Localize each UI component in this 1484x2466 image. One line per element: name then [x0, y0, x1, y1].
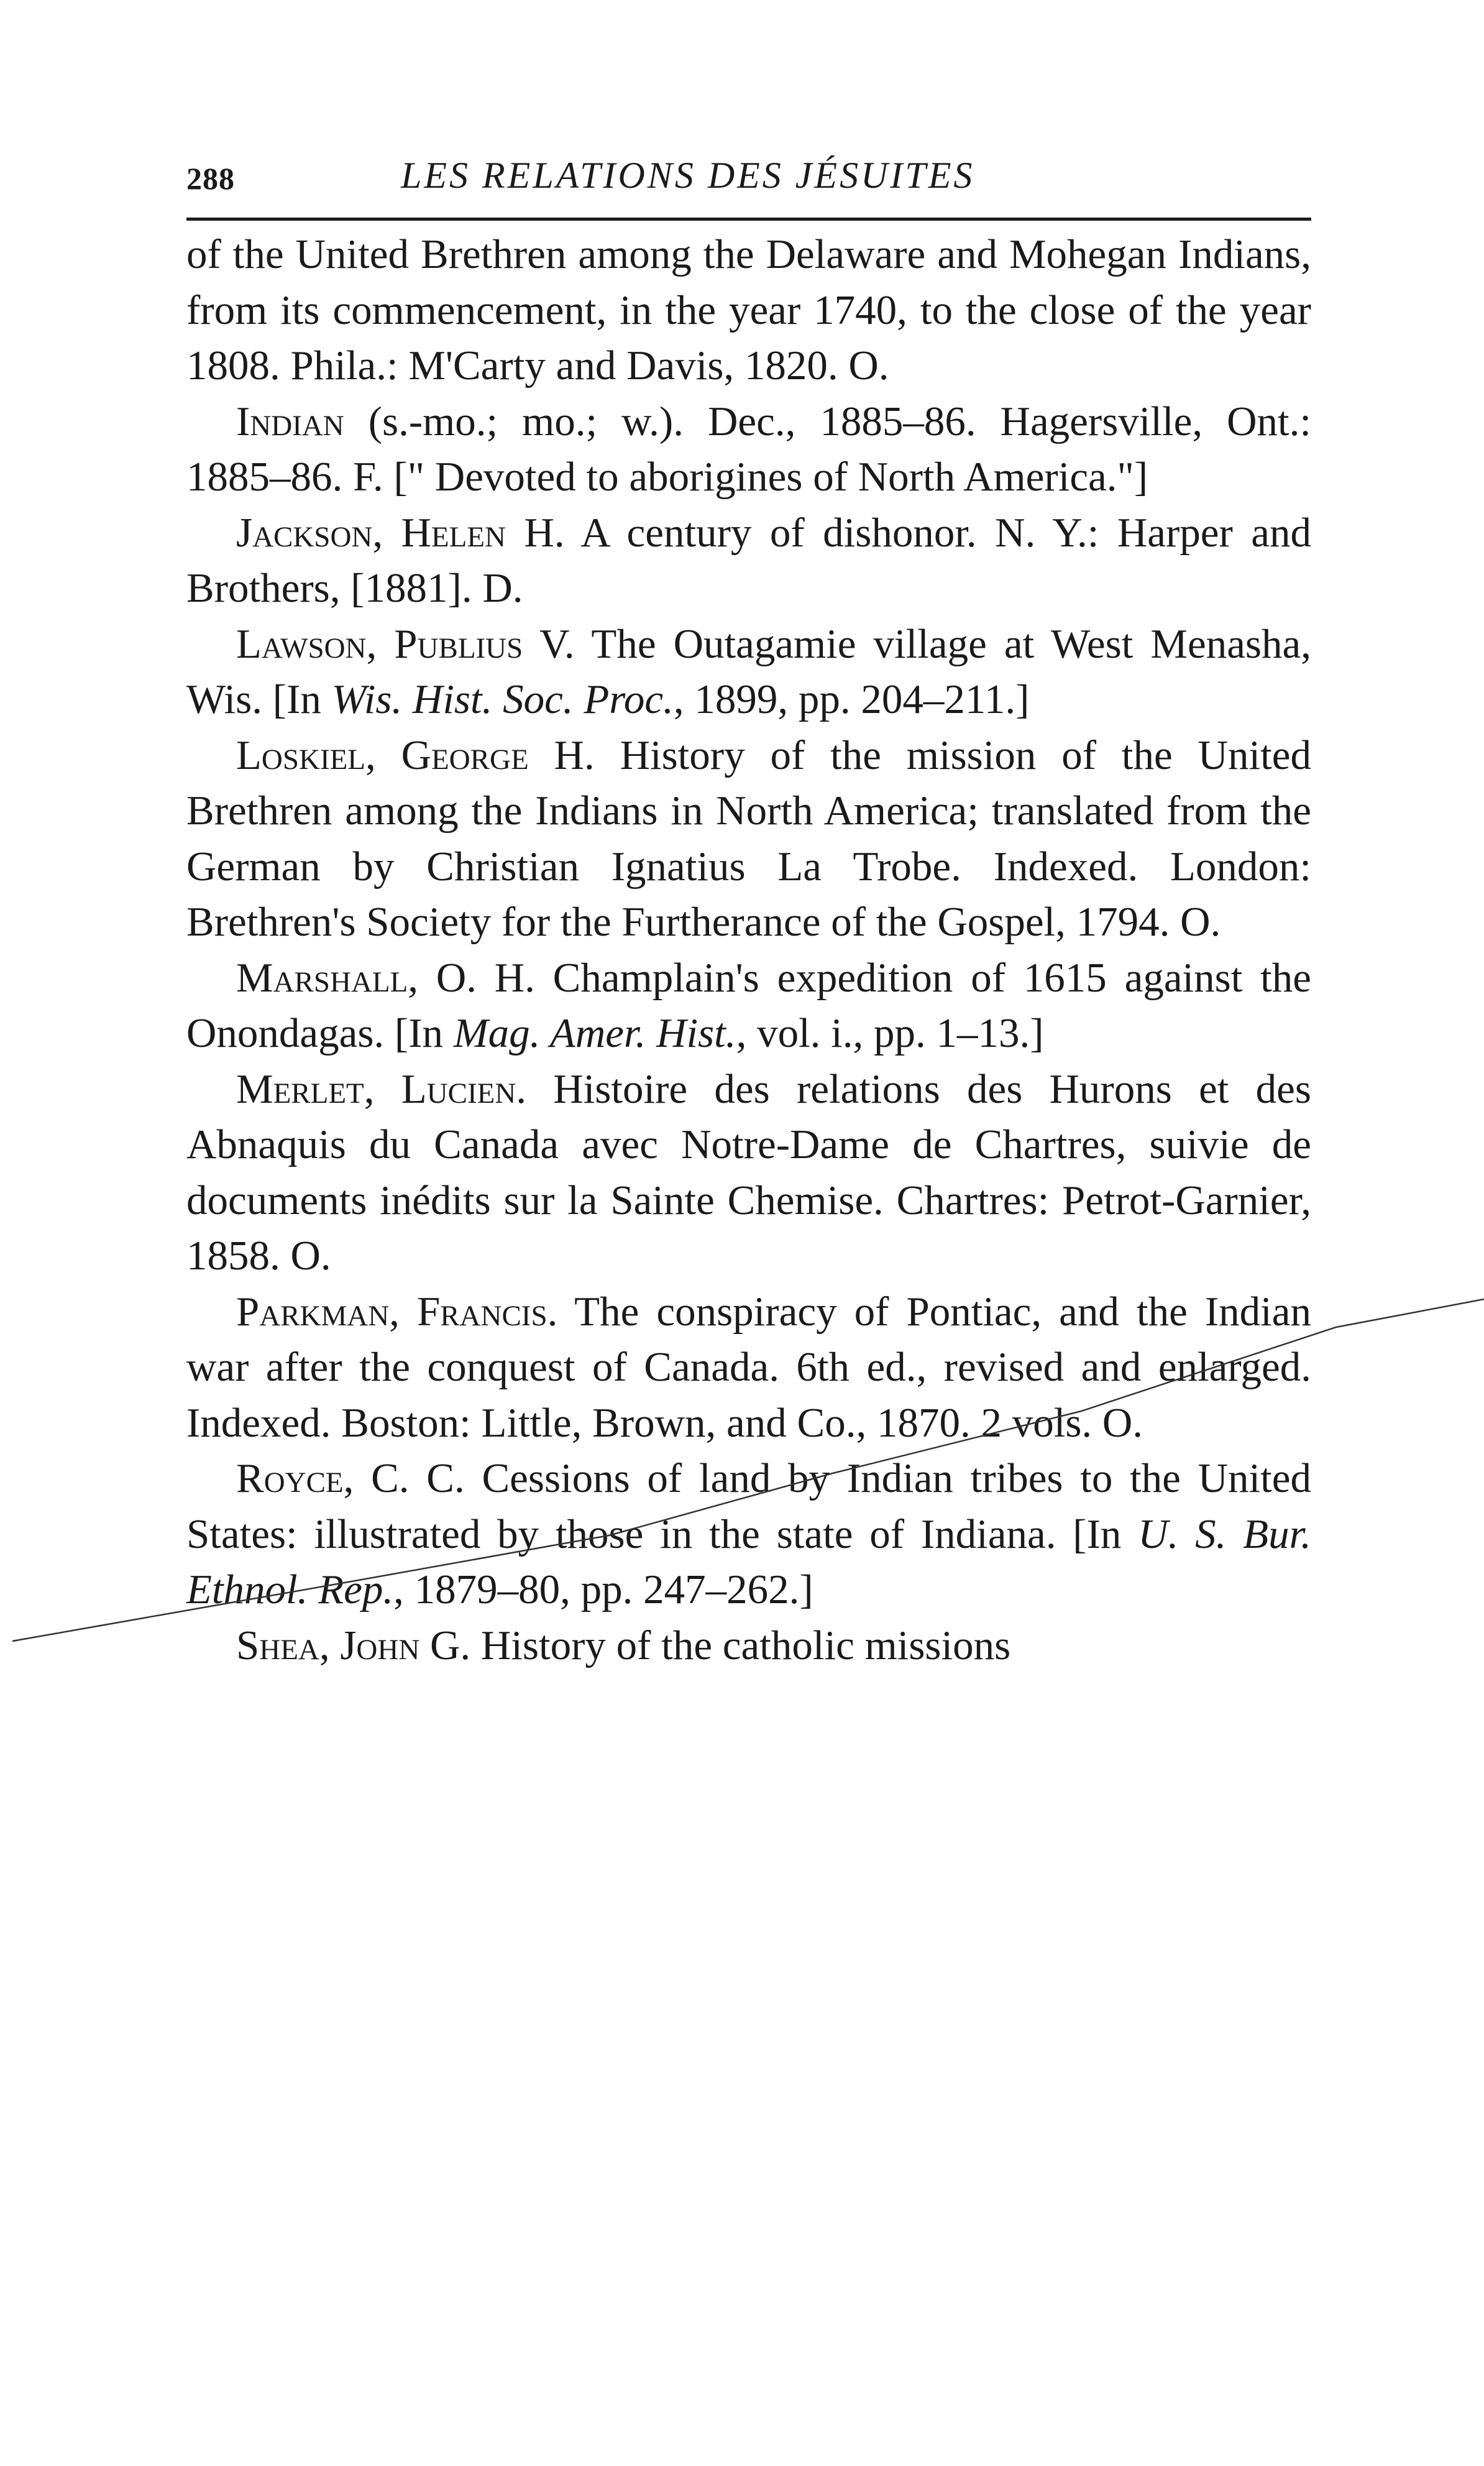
entry-author: Parkman, Francis.: [236, 1288, 558, 1335]
entry-text: Histoire des relations des Hurons et des Abnaquis du Canada avec Notre-Dame de Chartres, suivie de documents inédits sur la Sainte Chemise. Chartres: Petrot-Garnier, 1858. O.: [186, 1065, 1311, 1279]
entry-text: A century of dishonor. N. Y.: Harper and Brothers, [1881]. D.: [186, 509, 1311, 611]
entry-text: History of the mission of the United Brethren among the Indians in North America; translated from the German by Christian Ignatius La Trobe. Indexed. London: Brethren's Society for the Furtherance of the Gospel, 1794. O.: [186, 732, 1311, 945]
entry-author: Royce, C. C.: [236, 1455, 465, 1501]
entry-journal: Wis. Hist. Soc. Proc.: [331, 676, 674, 722]
entry-text-end: , 1899, pp. 204–211.]: [673, 676, 1030, 722]
entry-text: Cessions of land by Indian tribes to the United States: illustrated by those in the state of Indiana. [In: [186, 1455, 1312, 1557]
entry-author: Marshall, O. H.: [236, 954, 535, 1001]
entry-author: Indian: [236, 398, 344, 444]
entry-text: History of the catholic missions: [470, 1622, 1011, 1668]
bibliography-entry: [186, 505, 1311, 617]
entry-journal: U. S. Bur. Ethnol. Rep.: [186, 1511, 1311, 1613]
running-title: LES RELATIONS DES JÉSUITES: [401, 155, 975, 196]
page-number: 288: [186, 161, 235, 196]
entry-text-end: , vol. i., pp. 1–13.]: [736, 1010, 1044, 1056]
bibliography-entry: [186, 950, 1311, 1062]
entry-author: Merlet, Lucien.: [236, 1065, 527, 1112]
entry-author: Lawson, Publius V.: [236, 620, 575, 667]
entry-text: The conspiracy of Pontiac, and the Indian war after the conquest of Canada. 6th ed., revised and enlarged. Indexed. Boston: Little, Brown, and Co., 1870. 2 vols. O.: [186, 1288, 1311, 1446]
book-page: [186, 149, 1311, 1673]
bibliography-entry: [186, 1451, 1311, 1618]
entry-text-end: , 1879–80, pp. 247–262.]: [393, 1567, 813, 1613]
entry-author: Shea, John G.: [236, 1622, 471, 1668]
entry-text: Champlain's expedition of 1615 against the Onondagas. [In: [186, 954, 1311, 1056]
bibliography-text: [186, 227, 1311, 1673]
bibliography-entry: [186, 227, 1311, 394]
bibliography-entry: [186, 728, 1311, 950]
bibliography-entry: [186, 617, 1311, 728]
bibliography-entry: [186, 1284, 1311, 1452]
entry-text: of the United Brethren among the Delaware and Mohegan Indians, from its commencement, in the year 1740, to the close of the year 1808. Phila.: M'Carty and Davis, 1820. O.: [186, 231, 1311, 389]
entry-author: Loskiel, George H.: [236, 732, 595, 778]
bibliography-entry: [186, 1062, 1311, 1284]
entry-text: (s.-mo.; mo.; w.). Dec., 1885–86. Hagersville, Ont.: 1885–86. F. [" Devoted to aborigines of North America."]: [186, 398, 1311, 500]
bibliography-entry: [186, 394, 1311, 505]
entry-text: The Outagamie village at West Menasha, Wis. [In: [186, 620, 1311, 722]
entry-author: Jackson, Helen H.: [236, 509, 565, 556]
bibliography-entry: [186, 1618, 1311, 1674]
running-head: [186, 149, 1311, 221]
entry-journal: Mag. Amer. Hist.: [453, 1010, 736, 1056]
